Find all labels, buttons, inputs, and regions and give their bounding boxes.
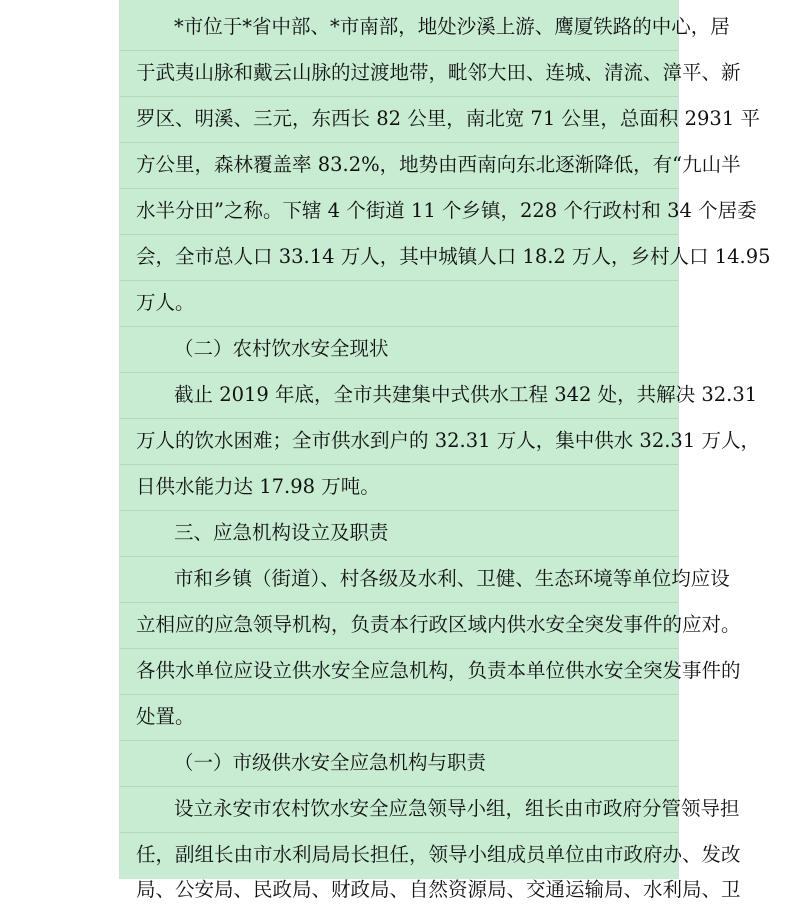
paragraph-line: 会，全市总人口 33.14 万人，其中城镇人口 18.2 万人，乡村人口 14.95 — [136, 245, 771, 268]
paragraph-line: 万人。 — [136, 291, 195, 314]
chapter-heading: 三、应急机构设立及职责 — [174, 521, 389, 544]
paragraph-line: 设立永安市农村饮水安全应急领导小组，组长由市政府分管领导担 — [174, 797, 740, 820]
paragraph-line: 日供水能力达 17.98 万吨。 — [136, 475, 380, 498]
line-separator — [120, 142, 678, 143]
line-separator — [120, 740, 678, 741]
line-separator — [120, 188, 678, 189]
paragraph-line: 于武夷山脉和戴云山脉的过渡地带，毗邻大田、连城、清流、漳平、新 — [136, 61, 741, 84]
paragraph-line: 万人的饮水困难；全市供水到户的 32.31 万人，集中供水 32.31 万人， — [136, 429, 760, 452]
line-separator — [120, 786, 678, 787]
paragraph-line: 立相应的应急领导机构，负责本行政区域内供水安全突发事件的应对。 — [136, 613, 741, 636]
paragraph-line: 任，副组长由市水利局局长担任，领导小组成员单位由市政府办、发改 — [136, 843, 741, 866]
line-separator — [120, 326, 678, 327]
paragraph-line: 市和乡镇（街道）、村各级及水利、卫健、生态环境等单位均应设 — [174, 567, 730, 590]
line-separator — [120, 832, 678, 833]
line-separator — [120, 418, 678, 419]
paragraph-line: 罗区、明溪、三元，东西长 82 公里，南北宽 71 公里，总面积 2931 平 — [136, 107, 760, 130]
paragraph-line: 截止 2019 年底，全市共建集中式供水工程 342 处，共解决 32.31 — [174, 383, 758, 406]
line-separator — [120, 280, 678, 281]
line-separator — [120, 96, 678, 97]
paragraph-line: 局、公安局、民政局、财政局、自然资源局、交通运输局、水利局、卫 — [136, 878, 741, 901]
paragraph-line: *市位于*省中部、*市南部，地处沙溪上游、鹰厦铁路的中心，居 — [174, 15, 730, 38]
line-separator — [120, 50, 678, 51]
line-separator — [120, 372, 678, 373]
line-separator — [120, 464, 678, 465]
line-separator — [120, 694, 678, 695]
paragraph-line: 方公里，森林覆盖率 83.2%，地势由西南向东北逐渐降低，有“九山半 — [136, 153, 741, 176]
section-heading: （一）市级供水安全应急机构与职责 — [174, 751, 487, 774]
line-separator — [120, 556, 678, 557]
line-separator — [120, 602, 678, 603]
paragraph-line: 水半分田”之称。下辖 4 个街道 11 个乡镇，228 个行政村和 34 个居委 — [136, 199, 757, 222]
paragraph-line: 处置。 — [136, 705, 195, 728]
line-separator — [120, 234, 678, 235]
line-separator — [120, 510, 678, 511]
document-page — [120, 0, 771, 901]
paragraph-line: 各供水单位应设立供水安全应急机构，负责本单位供水安全突发事件的 — [136, 659, 741, 682]
section-heading: （二）农村饮水安全现状 — [174, 337, 389, 360]
line-separator — [120, 648, 678, 649]
